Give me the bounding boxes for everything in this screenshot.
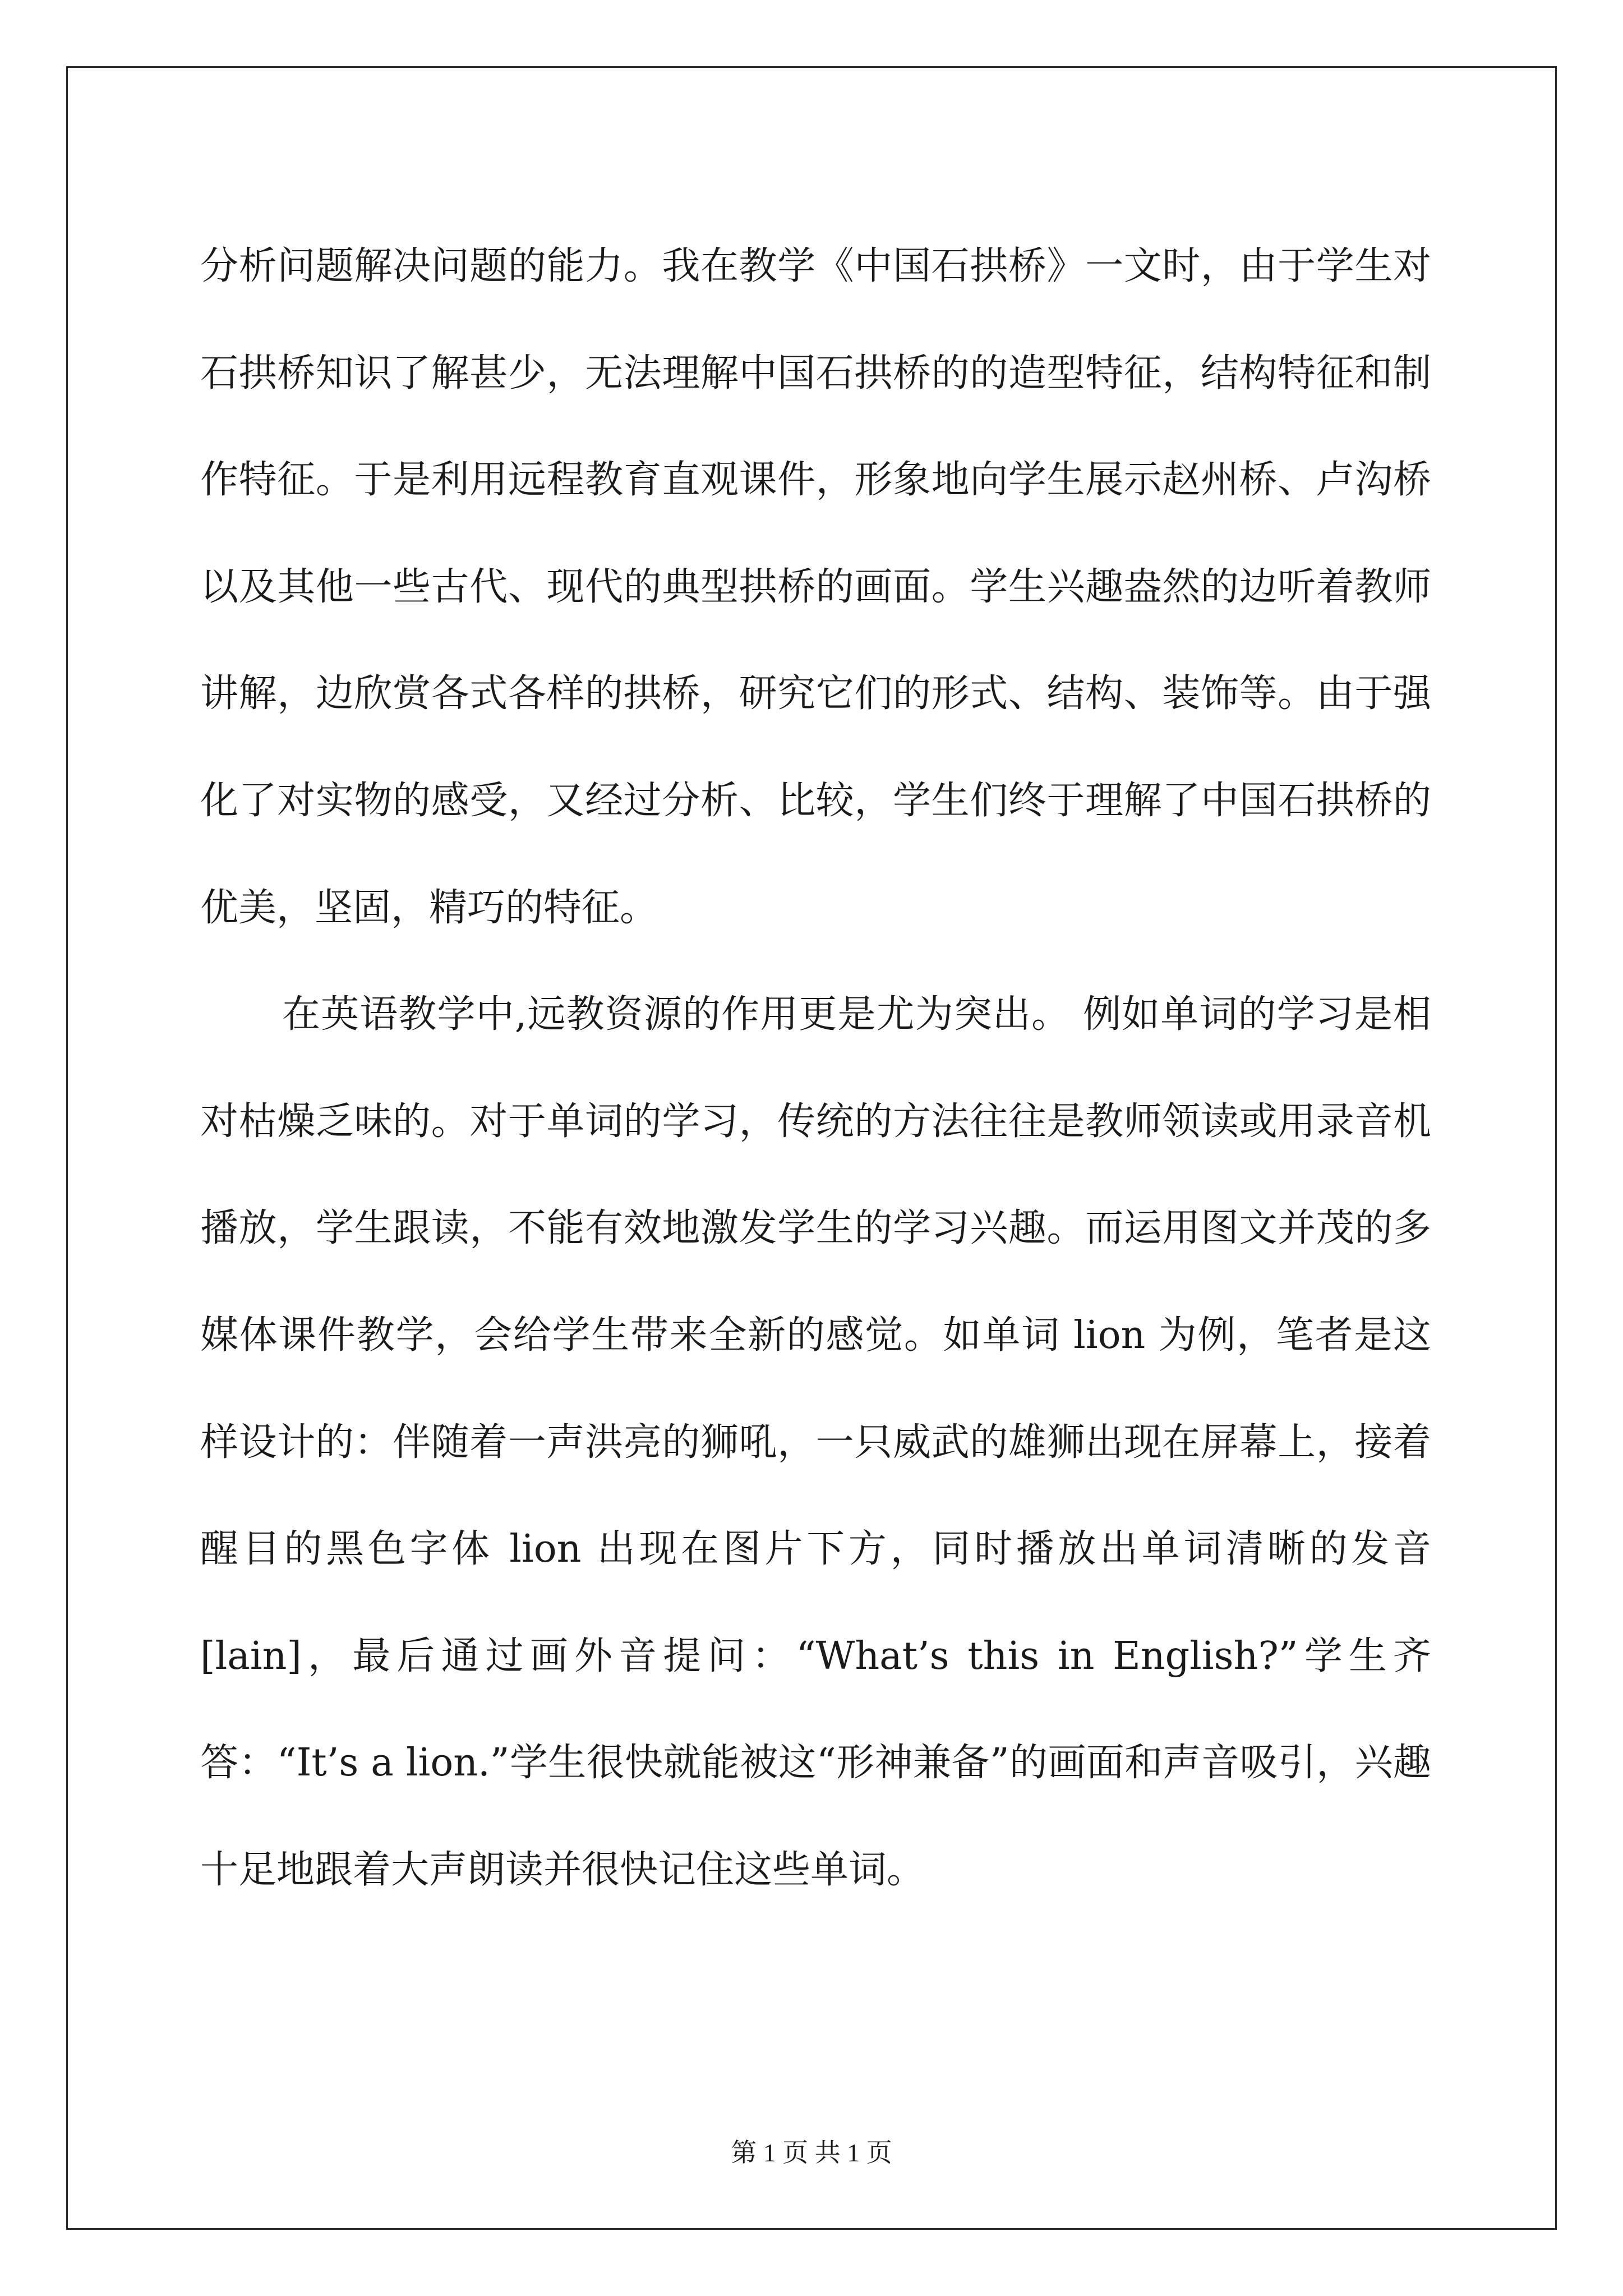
document-body (200, 213, 1431, 1924)
page-footer: 第 1 页 共 1 页 (731, 2138, 892, 2167)
paragraph-2: 在英语教学中,远教资源的作用更是尤为突出。 例如单词的学习是相对枯燥乏味的。对于单词的学习，传统的方法往往是教师领读或用录音机播放，学生跟读，不能有效地激发学生的学习兴趣。而运用图文并茂的多媒体课件教学，会给学生带来全新的感觉。如单词 lion 为例，笔者是这样设计的：伴随着一声洪亮的狮吼，一只威武的雄狮出现在屏幕上，接着醒目的黑色字体 lion 出现在图片下方，同时播放出单词清晰的发音[lain]，最后通过画外音提问：“What’s this in English?”学生齐答：“It’s a lion.”学生很快就能被这“形神兼备”的画面和声音吸引，兴趣十足地跟着大声朗读并很快记住这些单词。 (200, 992, 1431, 1892)
paragraph-1: 分析问题解决问题的能力。我在教学《中国石拱桥》一文时，由于学生对石拱桥知识了解甚少，无法理解中国石拱桥的的造型特征，结构特征和制作特征。于是利用远程教育直观课件，形象地向学生展示赵州桥、卢沟桥以及其他一些古代、现代的典型拱桥的画面。学生兴趣盎然的边听着教师讲解，边欣赏各式各样的拱桥，研究它们的形式、结构、装饰等。由于强化了对实物的感受，又经过分析、比较，学生们终于理解了中国石拱桥的优美，坚固，精巧的特征。 (200, 244, 1431, 930)
